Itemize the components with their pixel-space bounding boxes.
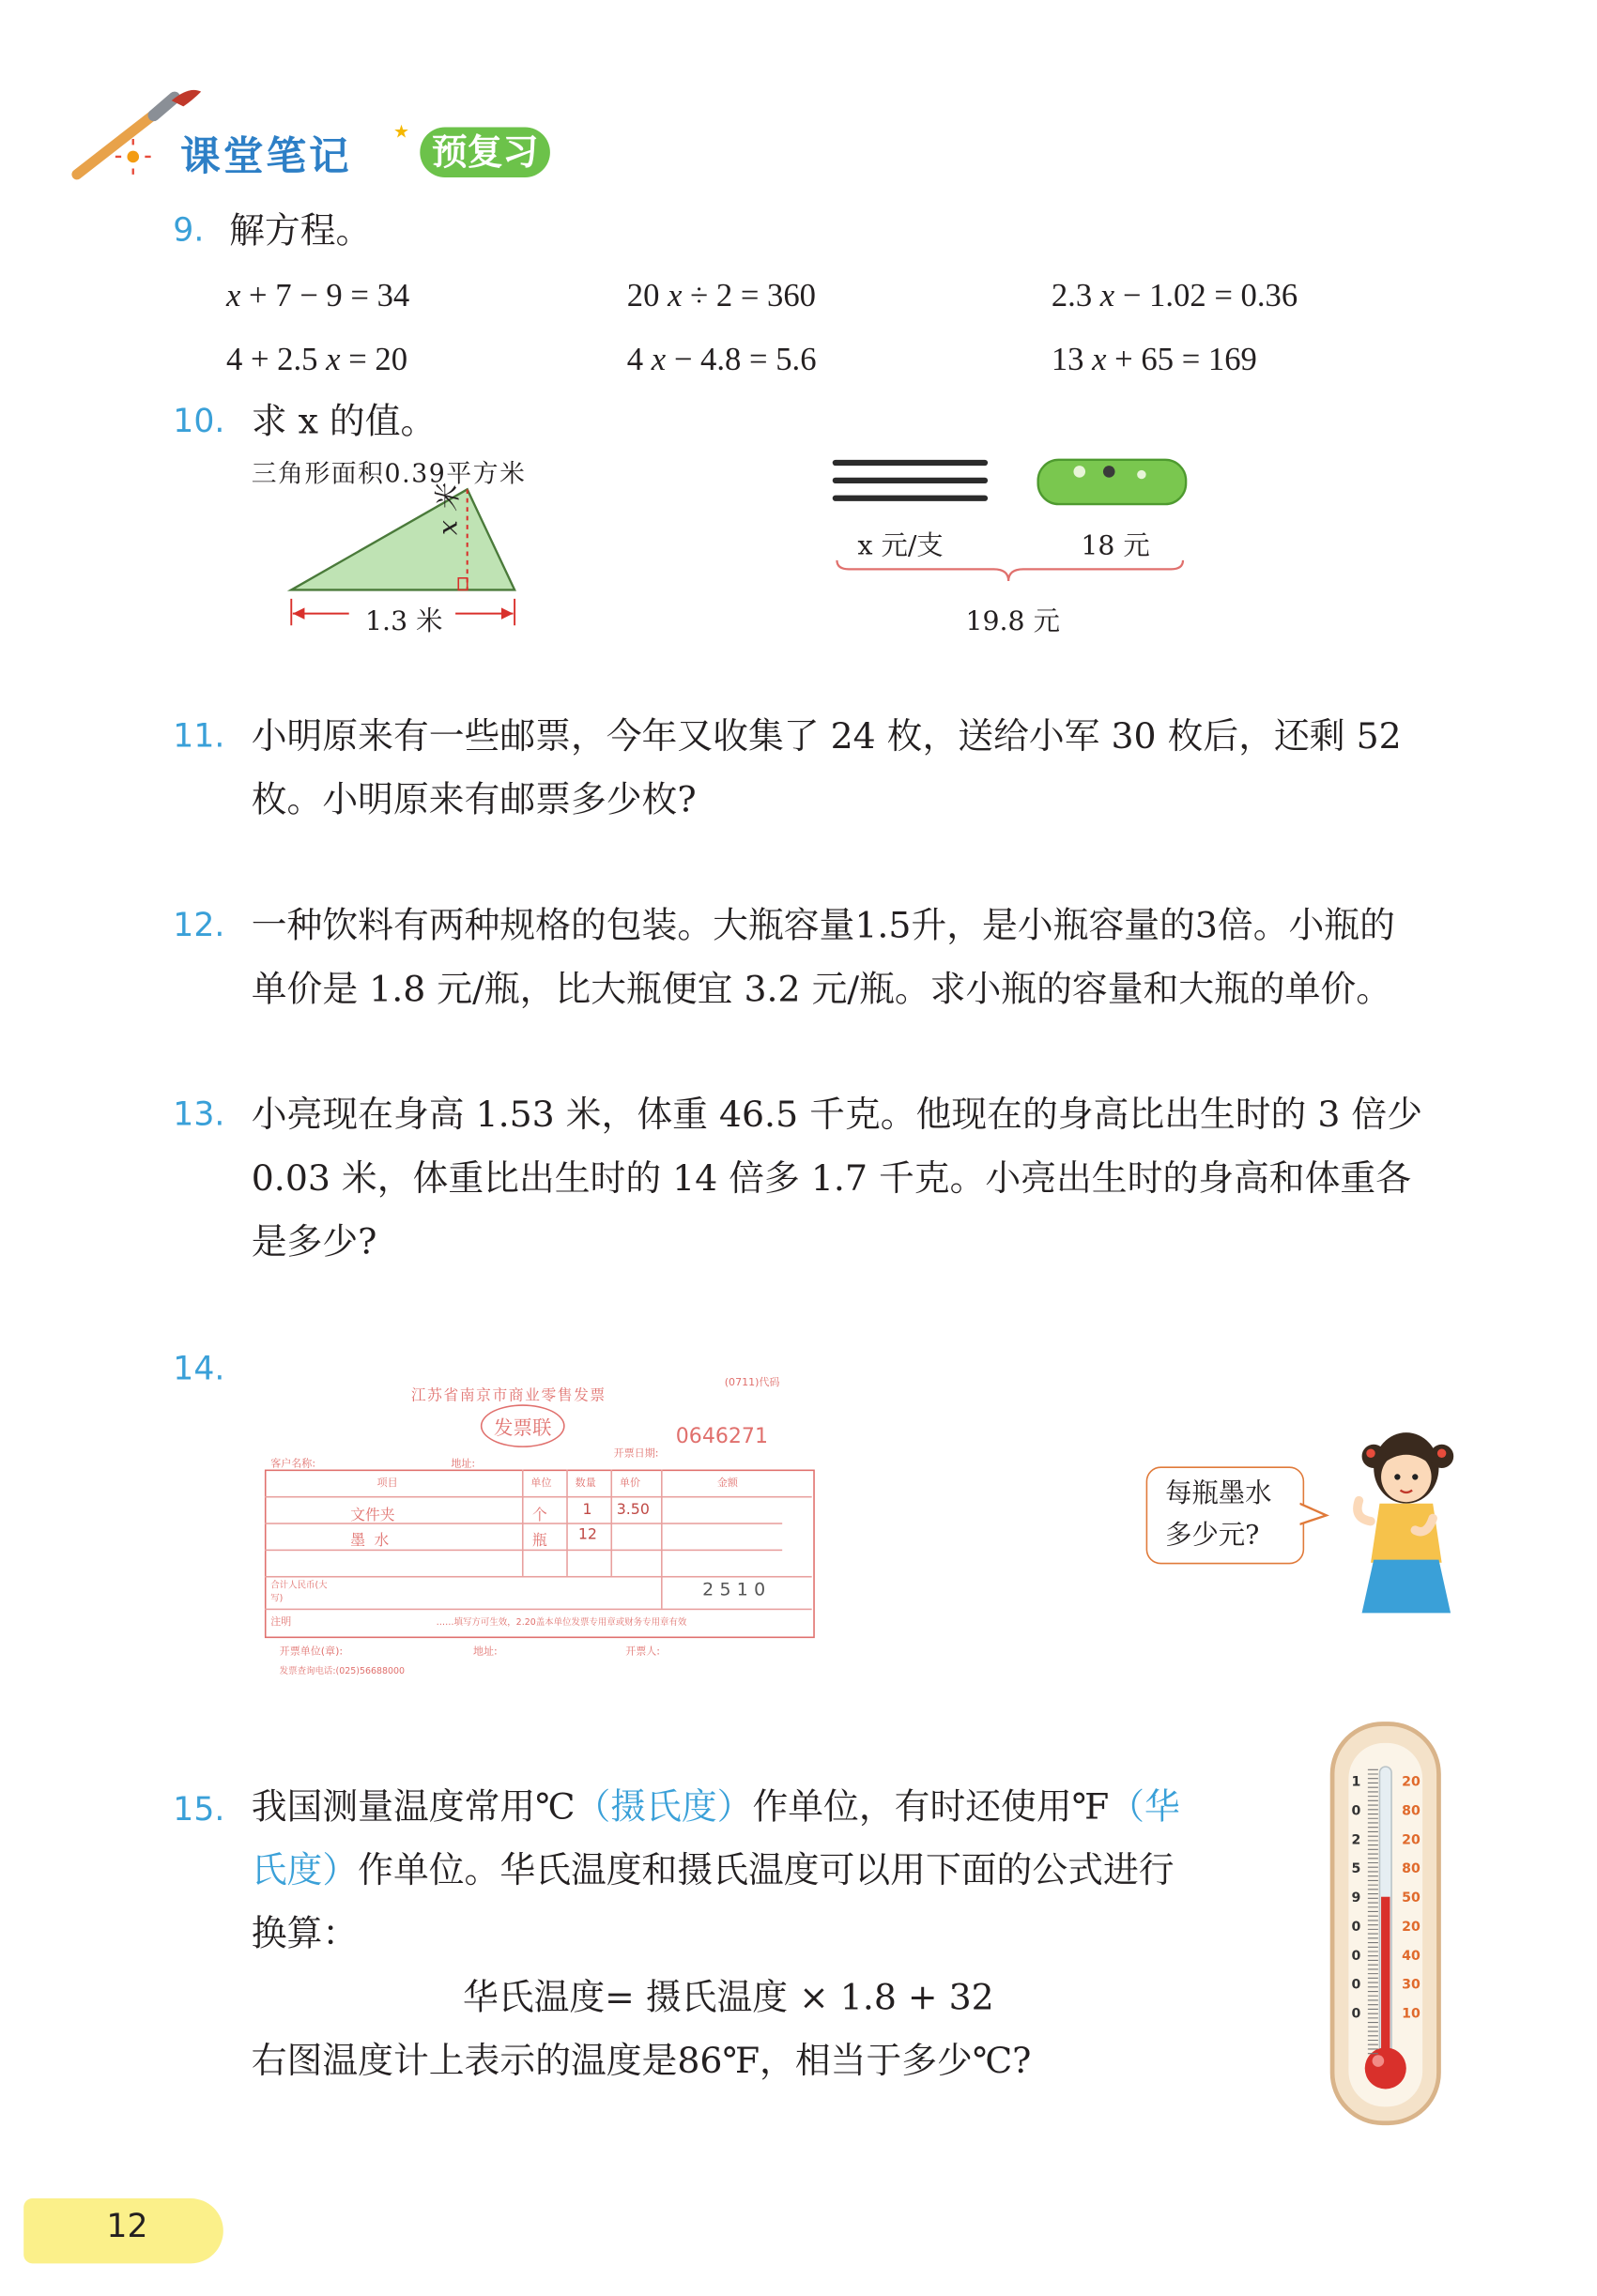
- q9-equation: 2.3 x − 1.02 = 0.36: [1051, 276, 1298, 314]
- thermometer-right-label: 30: [1402, 1977, 1420, 1993]
- q15-line-1: [252, 1776, 1180, 1840]
- question-number-10: 10.: [173, 403, 225, 441]
- invoice-digit: 5: [719, 1579, 737, 1600]
- q12-line: 一种饮料有两种规格的包装。大瓶容量1.5升，是小瓶容量的3倍。小瓶的: [251, 904, 1395, 946]
- q15-formula: 华氏温度= 摄氏温度 × 1.8 + 32: [462, 1976, 994, 2018]
- pen-icon: [833, 496, 988, 501]
- question-number-12: 12.: [173, 908, 225, 945]
- header-badge: 预复习: [420, 127, 550, 177]
- pens-total-label: 19.8 元: [965, 605, 1060, 637]
- q15-fahrenheit-term: （华: [1109, 1785, 1180, 1828]
- q13-text: [252, 1083, 1479, 1274]
- thermometer-left-label: 2: [1351, 1832, 1361, 1848]
- header-title: 课堂笔记: [180, 134, 352, 181]
- invoice-row-item: 墨水: [350, 1533, 398, 1550]
- invoice-footer-phone: 发票查询电话:(025)56688000: [279, 1666, 406, 1677]
- invoice-col-item: 项目: [376, 1477, 398, 1490]
- speech-bubble-text: [1165, 1474, 1271, 1556]
- bubble-line: 多少元?: [1165, 1520, 1260, 1552]
- q13-line: 小亮现在身高 1.53 米，体重 46.5 千克。他现在的身高比出生时的 3 倍少: [251, 1094, 1423, 1136]
- invoice-note-label: 注明: [270, 1615, 292, 1629]
- invoice-col-qty: 数量: [575, 1477, 596, 1490]
- q9-equation: 4 + 2.5 x = 20: [225, 340, 408, 377]
- thermometer-left-label: 0: [1351, 1919, 1361, 1935]
- question-number-9: 9.: [173, 212, 205, 251]
- invoice-serial: 0646271: [675, 1425, 768, 1449]
- thermometer-left-label: 1: [1351, 1774, 1361, 1790]
- triangle-base-label: 1.3 米: [365, 605, 443, 637]
- invoice-digit: 1: [736, 1579, 755, 1600]
- invoice-warning: ……填写方可生效，2.20盖本单位发票专用章或财务专用章有效: [436, 1617, 687, 1629]
- q11-line: 小明原来有一些邮票，今年又收集了 24 枚，送给小军 30 枚后，还剩 52: [251, 715, 1402, 758]
- invoice-date-label: 开票日期:: [613, 1446, 659, 1460]
- invoice-row-unit: 个: [532, 1508, 547, 1524]
- thermometer-right-label: 80: [1402, 1861, 1420, 1877]
- header-logo: [65, 83, 597, 186]
- thermometer-right-label: 20: [1402, 1774, 1420, 1790]
- question-number-13: 13.: [173, 1096, 225, 1135]
- invoice-row-qty: 1: [582, 1502, 592, 1519]
- thermometer-right-label: 50: [1402, 1890, 1420, 1906]
- thermometer-right-label: 40: [1402, 1948, 1420, 1964]
- q13-line: 0.03 米，体重比出生时的 14 倍多 1.7 千克。小亮出生时的身高和体重各: [251, 1157, 1412, 1200]
- thermometer-mercury: [1381, 1897, 1390, 2062]
- invoice-footer-drawer: 开票人:: [625, 1645, 661, 1658]
- q12-text: [252, 895, 1479, 1021]
- q15-text: 作单位，有时还使用℉: [752, 1785, 1110, 1828]
- thermometer-right-label: 20: [1402, 1919, 1420, 1935]
- invoice-buyer-label: 客户名称:: [270, 1457, 316, 1470]
- star-icon: ★: [392, 121, 409, 143]
- q11-line: 枚。小明原来有邮票多少枚?: [251, 779, 697, 821]
- bubble-line: 每瓶墨水: [1165, 1478, 1272, 1510]
- speech-bubble-tail: [1299, 1501, 1329, 1531]
- girl-illustration: [1338, 1427, 1471, 1616]
- q9-prompt: 解方程。: [229, 209, 372, 252]
- q15-celsius-term: （摄氏度）: [575, 1785, 753, 1828]
- invoice-table: [265, 1470, 815, 1639]
- invoice-stamp: 发票联: [481, 1404, 565, 1447]
- invoice-total-digits: [702, 1579, 771, 1600]
- invoice-footer-issuer: 开票单位(章):: [279, 1645, 344, 1658]
- thermometer-right-label: 10: [1402, 2006, 1420, 2022]
- question-number-15: 15.: [173, 1791, 225, 1829]
- thermometer-right-label: 80: [1402, 1803, 1420, 1819]
- invoice-col-unit: 单位: [530, 1477, 552, 1490]
- q15-text: 作单位。华氏温度和摄氏温度可以用下面的公式进行: [358, 1849, 1175, 1891]
- q15-line-2: [252, 1839, 1175, 1903]
- pencil-case-price-label: 18 元: [1081, 530, 1150, 562]
- pencil-case-icon: [1038, 460, 1187, 504]
- q12-line: 单价是 1.8 元/瓶，比大瓶便宜 3.2 元/瓶。求小瓶的容量和大瓶的单价。: [251, 968, 1392, 1010]
- invoice-row-unit: 瓶: [532, 1533, 547, 1550]
- invoice-code: (0711)代码: [724, 1376, 780, 1388]
- pens-illustration: [828, 451, 1198, 584]
- thermometer-left-label: 0: [1351, 1803, 1361, 1819]
- triangle-caption: 三角形面积0.39平方米: [251, 459, 527, 490]
- thermometer-right-label: 20: [1402, 1832, 1420, 1848]
- thermometer-left-label: 9: [1351, 1890, 1361, 1906]
- thermometer: [1328, 1720, 1446, 2131]
- q9-equation: x + 7 − 9 = 34: [225, 276, 410, 314]
- thermometer-left-label: 5: [1351, 1861, 1361, 1877]
- thermometer-left-label: 0: [1351, 1948, 1361, 1964]
- pen-price-label: x 元/支: [857, 530, 944, 562]
- question-number-11: 11.: [173, 718, 225, 756]
- q15-text: 我国测量温度常用℃: [251, 1785, 576, 1828]
- triangle-shape: [291, 489, 514, 589]
- pen-icon: [833, 460, 988, 466]
- invoice-footer-address: 地址:: [473, 1645, 498, 1658]
- invoice-digit: 0: [754, 1579, 772, 1600]
- invoice-col-amount: 金额: [716, 1477, 738, 1490]
- invoice-heading: 江苏省南京市商业零售发票: [410, 1387, 607, 1405]
- q9-equation: 20 x ÷ 2 = 360: [626, 276, 817, 314]
- invoice-address-label: 地址:: [451, 1457, 476, 1470]
- q10-prompt: 求 x 的值。: [251, 400, 437, 442]
- invoice-row-qty: 12: [577, 1526, 597, 1544]
- q11-text: [252, 705, 1479, 832]
- q15-line-3: 换算：: [251, 1913, 359, 1955]
- q9-equation: 4 x − 4.8 = 5.6: [626, 340, 817, 377]
- page-number: 12: [106, 2209, 148, 2246]
- thermometer-left-label: 0: [1351, 1977, 1361, 1993]
- q15-fahrenheit-term: 氏度）: [251, 1849, 359, 1891]
- question-number-14: 14.: [173, 1351, 225, 1388]
- invoice-digit: 2: [702, 1579, 720, 1600]
- invoice-row-price: 3.50: [616, 1502, 650, 1519]
- invoice-col-price: 单价: [619, 1477, 640, 1490]
- invoice-row-item: 文件夹: [350, 1508, 395, 1524]
- q13-line: 是多少?: [251, 1220, 377, 1263]
- triangle-height-label: x 米: [433, 484, 465, 536]
- q15-question: 右图温度计上表示的温度是86℉，相当于多少℃?: [251, 2040, 1032, 2082]
- q9-equation: 13 x + 65 = 169: [1051, 340, 1257, 377]
- invoice-total-label: 合计人民币(大写): [270, 1580, 328, 1604]
- pen-icon: [833, 478, 988, 483]
- thermometer-left-label: 0: [1351, 2006, 1361, 2022]
- invoice: [259, 1375, 828, 1689]
